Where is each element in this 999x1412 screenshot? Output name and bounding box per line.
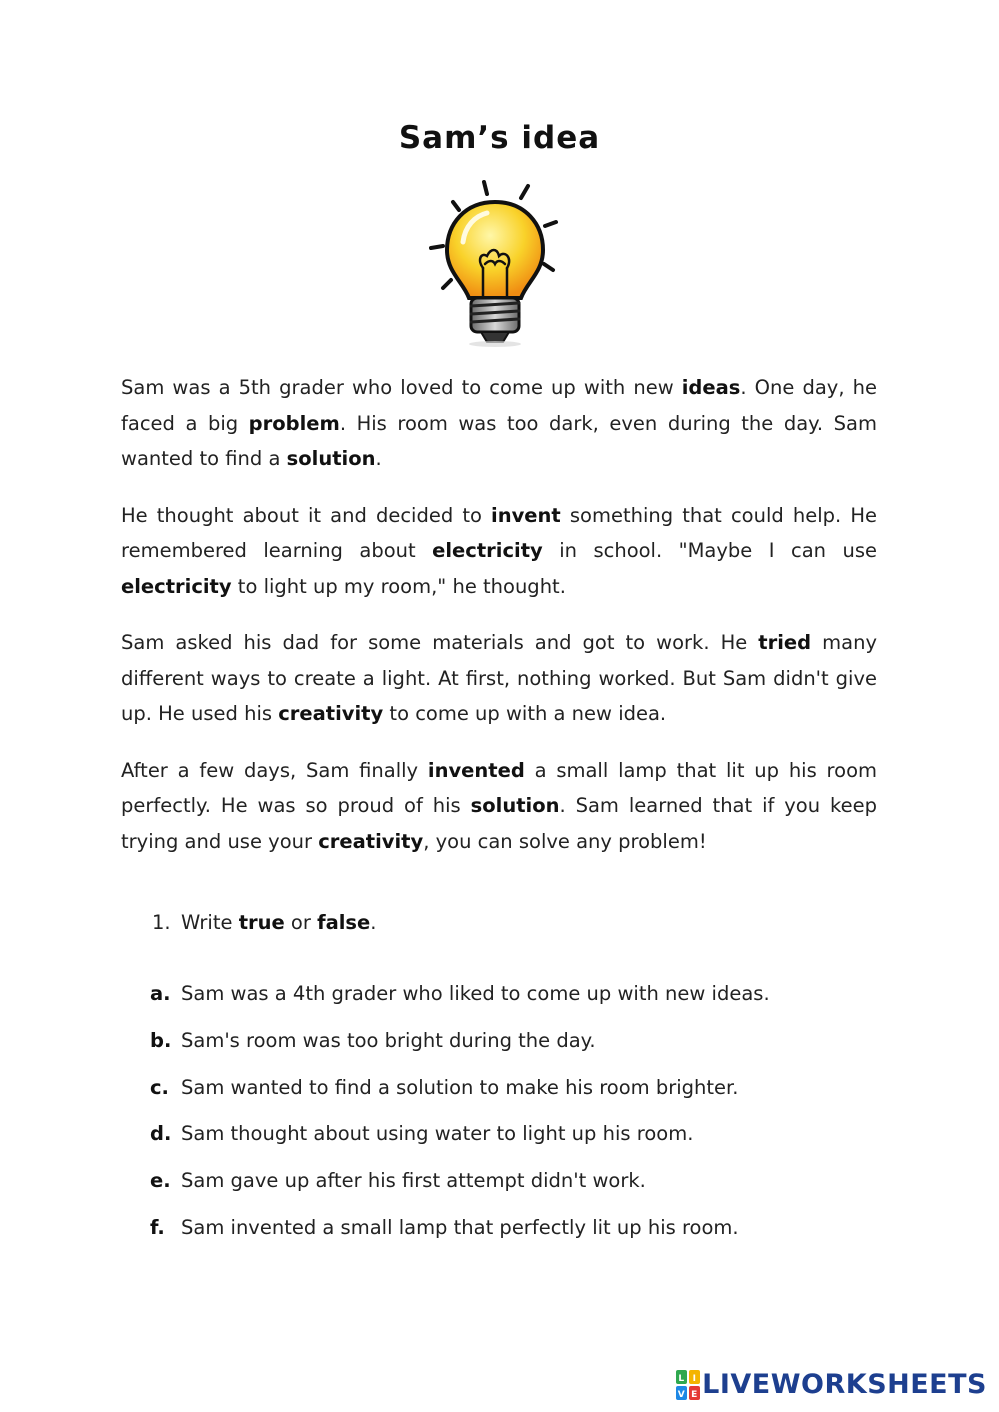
- statement-text: Sam gave up after his first attempt didn't work.: [181, 1169, 646, 1193]
- story-text-run: .: [375, 447, 382, 470]
- story-text-run: . Sam learned that if you keep trying and use your: [121, 794, 877, 853]
- statement-letter: e.: [150, 1169, 171, 1193]
- statement-text: Sam thought about using water to light up his room.: [181, 1122, 694, 1146]
- statement-letter: d.: [150, 1122, 172, 1146]
- story-text-run: to come up with a new idea.: [383, 702, 667, 725]
- story-text-run: He thought about it and decided to: [121, 503, 492, 527]
- story-text-run: a small lamp that lit up his room perfectly. He was so proud of his: [121, 758, 877, 817]
- statement-letter: b.: [150, 1028, 172, 1052]
- story-paragraph-1: [121, 370, 877, 477]
- vocab-word: creativity: [318, 829, 424, 853]
- vocab-word: ideas: [681, 376, 741, 399]
- vocab-word: tried: [758, 631, 812, 654]
- story-text-run: After a few days, Sam finally: [121, 758, 428, 782]
- story-paragraph-4: [121, 753, 877, 860]
- story-text-run: something that could help. He remembered learning about: [121, 503, 877, 562]
- vocab-word: electricity: [121, 574, 232, 598]
- svg-text:I: I: [692, 1373, 697, 1384]
- story-paragraph-2: [121, 498, 877, 605]
- liveworksheets-brand: [676, 1369, 987, 1400]
- answer-option-false: false: [317, 911, 371, 934]
- question-text-run: Write: [181, 911, 239, 934]
- vocab-word: invent: [491, 503, 561, 527]
- story-text-run: . His room was too dark, even during the day. Sam wanted to find a: [121, 411, 877, 470]
- story-text: [121, 370, 877, 880]
- statement-item: [150, 1025, 910, 1072]
- svg-text:V: V: [677, 1389, 686, 1400]
- question-text-run: or: [284, 911, 318, 934]
- light-bulb-icon: [425, 176, 565, 348]
- story-paragraph-3: [121, 625, 877, 732]
- story-text-run: Sam asked his dad for some materials and got to work. He: [121, 631, 759, 654]
- statement-text: Sam invented a small lamp that perfectly lit up his room.: [181, 1215, 739, 1239]
- statement-text: Sam was a 4th grader who liked to come up with new ideas.: [181, 982, 770, 1005]
- statement-item: [150, 978, 910, 1025]
- statement-letter: c.: [150, 1075, 169, 1099]
- brand-name: LIVEWORKSHEETS: [702, 1369, 987, 1400]
- svg-text:L: L: [678, 1373, 685, 1384]
- story-text-run: many different ways to create a light. At first, nothing worked. But Sam didn't give up. He used his: [121, 631, 877, 725]
- statement-text: Sam wanted to find a solution to make his room brighter.: [181, 1075, 739, 1099]
- story-text-run: to light up my room," he thought.: [231, 574, 566, 598]
- statement-letter: f.: [150, 1215, 165, 1239]
- question-text-run: .: [370, 911, 377, 934]
- story-text-run: , you can solve any problem!: [423, 829, 707, 853]
- story-text-run: in school. "Maybe I can use: [542, 539, 877, 562]
- statement-list: [150, 978, 910, 1259]
- liveworksheets-logo-icon: [676, 1370, 700, 1400]
- vocab-word: solution: [286, 447, 376, 470]
- statement-item: [150, 1212, 910, 1259]
- question-instruction: [152, 907, 376, 939]
- vocab-word: solution: [470, 794, 560, 817]
- vocab-word: creativity: [278, 702, 384, 725]
- story-text-run: Sam was a 5th grader who loved to come up with new: [121, 376, 682, 399]
- question-number: 1.: [152, 911, 171, 934]
- answer-option-true: true: [238, 911, 285, 934]
- story-text-run: . One day, he faced a big: [121, 376, 877, 435]
- vocab-word: problem: [248, 411, 340, 435]
- statement-text: Sam's room was too bright during the day.: [181, 1028, 596, 1052]
- page-title: Sam’s idea: [398, 120, 601, 156]
- vocab-word: electricity: [432, 539, 543, 562]
- statement-item: [150, 1118, 910, 1165]
- svg-text:E: E: [691, 1389, 698, 1400]
- statement-item: [150, 1072, 910, 1119]
- statement-letter: a.: [150, 982, 171, 1005]
- statement-item: [150, 1165, 910, 1212]
- vocab-word: invented: [427, 758, 525, 782]
